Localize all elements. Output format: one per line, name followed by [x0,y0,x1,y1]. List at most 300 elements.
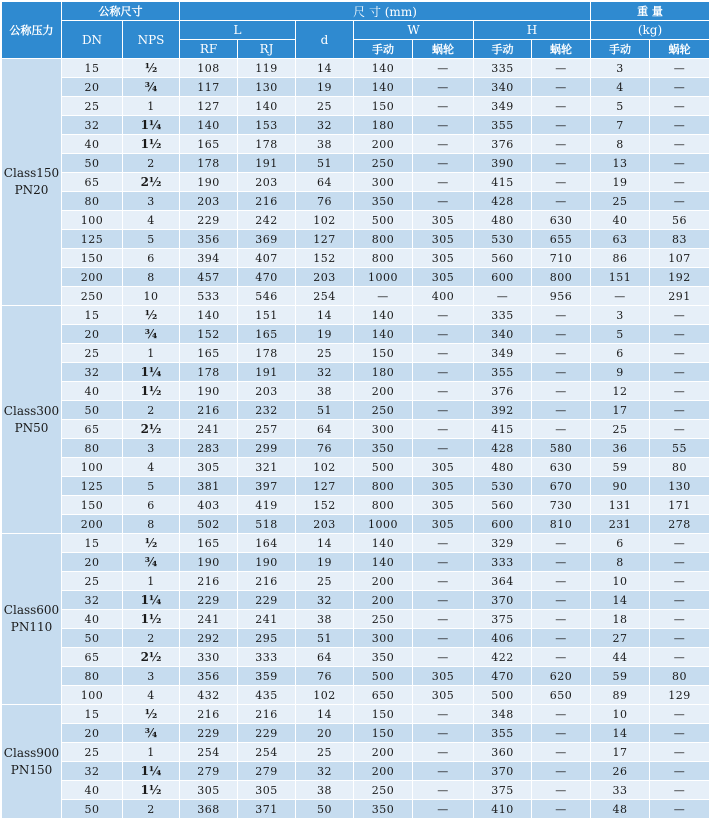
cell-d: 51 [296,154,354,173]
cell-w-worm: 305 [413,686,474,705]
cell-l-rf: 533 [180,287,238,306]
cell-l-rj: 299 [238,439,296,458]
table-row [2,363,710,382]
cell-w-worm: 305 [413,230,474,249]
cell-h-worm: — [532,800,591,819]
cell-weight-manual: 86 [591,249,650,268]
cell-h-worm: 580 [532,439,591,458]
cell-l-rj: 470 [238,268,296,287]
cell-h-worm: 810 [532,515,591,534]
cell-h-manual: 410 [474,800,532,819]
cell-w-manual: — [354,287,413,306]
cell-weight-manual: 36 [591,439,650,458]
cell-weight-worm: — [650,629,710,648]
cell-w-manual: 180 [354,116,413,135]
cell-dn: 20 [62,78,123,97]
cell-nps: 2 [123,401,180,420]
cell-w-worm: — [413,154,474,173]
cell-dn: 40 [62,382,123,401]
cell-w-worm: — [413,800,474,819]
cell-l-rj: 203 [238,173,296,192]
cell-l-rj: 419 [238,496,296,515]
cell-weight-worm: — [650,762,710,781]
cell-l-rj: 130 [238,78,296,97]
cell-nps: 2 [123,800,180,819]
cell-weight-manual: 131 [591,496,650,515]
cell-weight-manual: 231 [591,515,650,534]
cell-dn: 100 [62,211,123,230]
cell-d: 203 [296,268,354,287]
cell-l-rf: 279 [180,762,238,781]
cell-l-rf: 140 [180,306,238,325]
cell-h-worm: 650 [532,686,591,705]
cell-weight-worm: — [650,344,710,363]
cell-l-rf: 216 [180,705,238,724]
cell-w-worm: 305 [413,211,474,230]
cell-w-worm: — [413,591,474,610]
cell-weight-manual: 48 [591,800,650,819]
table-row [2,591,710,610]
table-row [2,762,710,781]
pressure-class-line: PN20 [14,183,49,197]
cell-l-rj: 257 [238,420,296,439]
cell-weight-worm: — [650,59,710,78]
cell-dn: 20 [62,325,123,344]
cell-w-manual: 800 [354,477,413,496]
cell-dn: 40 [62,610,123,629]
cell-weight-worm: — [650,135,710,154]
cell-h-worm: 730 [532,496,591,515]
cell-nps: 8 [123,268,180,287]
cell-nps: 4 [123,686,180,705]
pressure-class-line: PN150 [10,762,53,777]
cell-h-manual: 560 [474,496,532,515]
cell-w-worm: — [413,762,474,781]
cell-h-worm: — [532,306,591,325]
cell-d: 25 [296,743,354,762]
cell-w-manual: 800 [354,496,413,515]
cell-dn: 15 [62,306,123,325]
cell-weight-manual: 90 [591,477,650,496]
cell-d: 14 [296,306,354,325]
cell-dn: 25 [62,743,123,762]
cell-w-manual: 180 [354,363,413,382]
cell-weight-worm: — [650,154,710,173]
header-l-rf: RF [180,40,238,59]
cell-l-rf: 241 [180,420,238,439]
cell-weight-worm: — [650,610,710,629]
cell-w-manual: 140 [354,78,413,97]
cell-weight-manual: 3 [591,59,650,78]
header-weight-worm: 蜗轮 [650,40,710,59]
cell-dn: 200 [62,515,123,534]
table-row [2,173,710,192]
cell-h-manual: 406 [474,629,532,648]
cell-dn: 20 [62,724,123,743]
cell-h-worm: — [532,724,591,743]
cell-dn: 15 [62,59,123,78]
cell-h-manual: — [474,287,532,306]
cell-d: 203 [296,515,354,534]
table-row [2,686,710,705]
cell-w-worm: — [413,192,474,211]
cell-dn: 80 [62,439,123,458]
cell-dn: 65 [62,173,123,192]
cell-w-worm: — [413,363,474,382]
table-row [2,705,710,724]
cell-h-worm: 800 [532,268,591,287]
cell-l-rj: 369 [238,230,296,249]
cell-w-manual: 150 [354,705,413,724]
table-row [2,648,710,667]
cell-weight-manual: 40 [591,211,650,230]
cell-w-worm: — [413,306,474,325]
cell-h-worm: — [532,534,591,553]
cell-dn: 32 [62,363,123,382]
cell-d: 32 [296,591,354,610]
cell-dn: 20 [62,553,123,572]
cell-l-rj: 191 [238,154,296,173]
cell-dn: 50 [62,401,123,420]
cell-l-rj: 164 [238,534,296,553]
table-row [2,610,710,629]
header-h-manual: 手动 [474,40,532,59]
cell-weight-worm: 56 [650,211,710,230]
cell-nps: ½ [123,534,180,553]
cell-h-manual: 428 [474,439,532,458]
header-nps: NPS [123,21,180,59]
cell-w-worm: 305 [413,477,474,496]
cell-d: 64 [296,173,354,192]
pressure-class-cell [2,306,62,534]
cell-w-worm: — [413,648,474,667]
cell-l-rj: 178 [238,344,296,363]
header-h-worm: 蜗轮 [532,40,591,59]
table-body [2,59,710,819]
cell-h-manual: 390 [474,154,532,173]
cell-dn: 25 [62,344,123,363]
cell-dn: 125 [62,230,123,249]
cell-nps: 3 [123,192,180,211]
cell-nps: ½ [123,306,180,325]
cell-weight-manual: 33 [591,781,650,800]
cell-d: 102 [296,211,354,230]
cell-weight-manual: 17 [591,401,650,420]
cell-dn: 250 [62,287,123,306]
table-row [2,249,710,268]
cell-dn: 50 [62,629,123,648]
cell-l-rj: 232 [238,401,296,420]
cell-h-worm: 956 [532,287,591,306]
cell-l-rj: 216 [238,705,296,724]
cell-w-manual: 650 [354,686,413,705]
cell-h-worm: — [532,762,591,781]
cell-h-worm: 655 [532,230,591,249]
table-row [2,325,710,344]
cell-l-rf: 356 [180,230,238,249]
cell-h-manual: 415 [474,420,532,439]
cell-weight-worm: — [650,781,710,800]
header-dn: DN [62,21,123,59]
cell-h-manual: 348 [474,705,532,724]
cell-weight-worm: — [650,325,710,344]
cell-weight-manual: 151 [591,268,650,287]
cell-l-rf: 368 [180,800,238,819]
cell-d: 64 [296,420,354,439]
cell-w-worm: — [413,629,474,648]
cell-h-worm: — [532,610,591,629]
cell-w-manual: 800 [354,230,413,249]
cell-nps: 1¼ [123,762,180,781]
header-dimensions: 尺 寸 (mm) [180,2,591,21]
cell-h-manual: 480 [474,458,532,477]
cell-weight-manual: — [591,287,650,306]
cell-w-manual: 300 [354,173,413,192]
cell-h-manual: 340 [474,78,532,97]
cell-nps: 1¼ [123,591,180,610]
cell-h-worm: 710 [532,249,591,268]
cell-h-worm: 630 [532,211,591,230]
cell-w-manual: 250 [354,401,413,420]
cell-h-manual: 375 [474,610,532,629]
cell-dn: 15 [62,534,123,553]
cell-dn: 200 [62,268,123,287]
cell-l-rf: 165 [180,344,238,363]
cell-weight-manual: 27 [591,629,650,648]
cell-l-rf: 140 [180,116,238,135]
cell-weight-manual: 6 [591,344,650,363]
cell-d: 19 [296,325,354,344]
cell-w-worm: — [413,610,474,629]
cell-w-worm: — [413,705,474,724]
cell-nps: 4 [123,211,180,230]
pressure-class-line: Class300 [3,403,60,418]
cell-weight-worm: 192 [650,268,710,287]
cell-weight-worm: — [650,705,710,724]
cell-d: 32 [296,762,354,781]
cell-l-rj: 371 [238,800,296,819]
cell-l-rf: 432 [180,686,238,705]
cell-weight-worm: 291 [650,287,710,306]
cell-weight-manual: 3 [591,306,650,325]
cell-w-manual: 350 [354,800,413,819]
cell-h-worm: — [532,591,591,610]
table-row [2,781,710,800]
cell-nps: 1½ [123,135,180,154]
cell-nps: 3 [123,439,180,458]
cell-h-worm: — [532,363,591,382]
cell-h-manual: 355 [474,724,532,743]
cell-l-rf: 403 [180,496,238,515]
cell-h-worm: — [532,116,591,135]
cell-l-rj: 359 [238,667,296,686]
cell-l-rf: 457 [180,268,238,287]
cell-nps: 1 [123,572,180,591]
cell-w-worm: 305 [413,667,474,686]
cell-dn: 32 [62,591,123,610]
cell-nps: 1 [123,97,180,116]
table-row [2,268,710,287]
header-pressure: 公称压力 [2,2,62,59]
cell-l-rf: 117 [180,78,238,97]
cell-w-worm: — [413,534,474,553]
cell-l-rj: 279 [238,762,296,781]
table-row [2,629,710,648]
cell-w-manual: 150 [354,724,413,743]
cell-h-manual: 415 [474,173,532,192]
cell-w-manual: 200 [354,762,413,781]
cell-h-worm: — [532,781,591,800]
cell-weight-manual: 5 [591,97,650,116]
cell-dn: 100 [62,686,123,705]
table-row [2,477,710,496]
table-row [2,116,710,135]
header-weight-unit: (kg) [591,21,710,40]
header-weight-label: 重 量 [637,5,663,18]
cell-h-worm: — [532,97,591,116]
cell-h-worm: — [532,420,591,439]
cell-nps: ¾ [123,724,180,743]
cell-dn: 80 [62,667,123,686]
table-row [2,534,710,553]
cell-dn: 25 [62,572,123,591]
cell-w-manual: 200 [354,135,413,154]
cell-h-manual: 422 [474,648,532,667]
header-weight [591,2,710,21]
cell-w-worm: — [413,572,474,591]
cell-weight-manual: 12 [591,382,650,401]
cell-l-rf: 152 [180,325,238,344]
cell-h-worm: — [532,135,591,154]
cell-h-worm: — [532,401,591,420]
cell-w-manual: 200 [354,382,413,401]
cell-h-manual: 375 [474,781,532,800]
cell-h-worm: — [532,572,591,591]
cell-w-manual: 300 [354,629,413,648]
cell-d: 127 [296,230,354,249]
cell-l-rj: 190 [238,553,296,572]
cell-nps: 6 [123,496,180,515]
cell-weight-manual: 19 [591,173,650,192]
cell-w-worm: 305 [413,268,474,287]
cell-h-manual: 329 [474,534,532,553]
table-row [2,192,710,211]
cell-w-worm: — [413,173,474,192]
cell-l-rj: 546 [238,287,296,306]
cell-weight-worm: — [650,363,710,382]
cell-l-rj: 203 [238,382,296,401]
cell-nps: 2 [123,154,180,173]
cell-h-manual: 355 [474,116,532,135]
cell-weight-worm: — [650,78,710,97]
cell-w-worm: — [413,116,474,135]
cell-l-rj: 229 [238,724,296,743]
cell-l-rj: 216 [238,192,296,211]
cell-nps: 1½ [123,610,180,629]
header-d: d [296,21,354,59]
table-row [2,496,710,515]
cell-weight-manual: 5 [591,325,650,344]
cell-weight-worm: — [650,572,710,591]
cell-w-manual: 500 [354,211,413,230]
cell-nps: 1 [123,344,180,363]
cell-w-manual: 200 [354,572,413,591]
pressure-class-cell [2,705,62,819]
cell-nps: 2½ [123,420,180,439]
table-row [2,553,710,572]
table-row [2,458,710,477]
cell-l-rf: 229 [180,724,238,743]
cell-l-rf: 254 [180,743,238,762]
cell-dn: 50 [62,154,123,173]
cell-dn: 15 [62,705,123,724]
cell-d: 64 [296,648,354,667]
cell-nps: 2 [123,629,180,648]
pressure-class-line: Class600 [3,603,60,617]
cell-h-manual: 376 [474,382,532,401]
pressure-class-line: PN110 [10,620,53,634]
cell-dn: 150 [62,249,123,268]
cell-nps: ¾ [123,78,180,97]
cell-w-worm: — [413,344,474,363]
header-h: H [474,21,591,40]
table-row [2,572,710,591]
table-row [2,724,710,743]
cell-l-rf: 108 [180,59,238,78]
cell-w-worm: — [413,325,474,344]
cell-nps: 5 [123,230,180,249]
cell-dn: 125 [62,477,123,496]
cell-h-manual: 340 [474,325,532,344]
cell-l-rf: 305 [180,458,238,477]
cell-w-worm: — [413,439,474,458]
cell-d: 102 [296,458,354,477]
cell-d: 19 [296,78,354,97]
cell-w-worm: — [413,78,474,97]
header-w: W [354,21,474,40]
cell-l-rf: 127 [180,97,238,116]
cell-l-rj: 333 [238,648,296,667]
cell-weight-manual: 17 [591,743,650,762]
table-row [2,743,710,762]
header-w-worm: 蜗轮 [413,40,474,59]
cell-w-worm: 305 [413,496,474,515]
cell-d: 254 [296,287,354,306]
cell-h-manual: 333 [474,553,532,572]
cell-h-worm: 620 [532,667,591,686]
cell-weight-manual: 18 [591,610,650,629]
cell-d: 25 [296,97,354,116]
header-l-rj: RJ [238,40,296,59]
cell-dn: 65 [62,648,123,667]
cell-weight-manual: 9 [591,363,650,382]
cell-weight-worm: — [650,553,710,572]
cell-h-worm: — [532,382,591,401]
cell-d: 76 [296,667,354,686]
cell-h-worm: — [532,648,591,667]
cell-dn: 32 [62,116,123,135]
cell-l-rj: 140 [238,97,296,116]
cell-l-rf: 165 [180,135,238,154]
cell-d: 25 [296,344,354,363]
cell-w-manual: 200 [354,591,413,610]
cell-nps: ½ [123,705,180,724]
cell-h-manual: 335 [474,306,532,325]
cell-w-manual: 300 [354,420,413,439]
cell-weight-worm: — [650,724,710,743]
cell-dn: 65 [62,420,123,439]
cell-weight-manual: 14 [591,591,650,610]
